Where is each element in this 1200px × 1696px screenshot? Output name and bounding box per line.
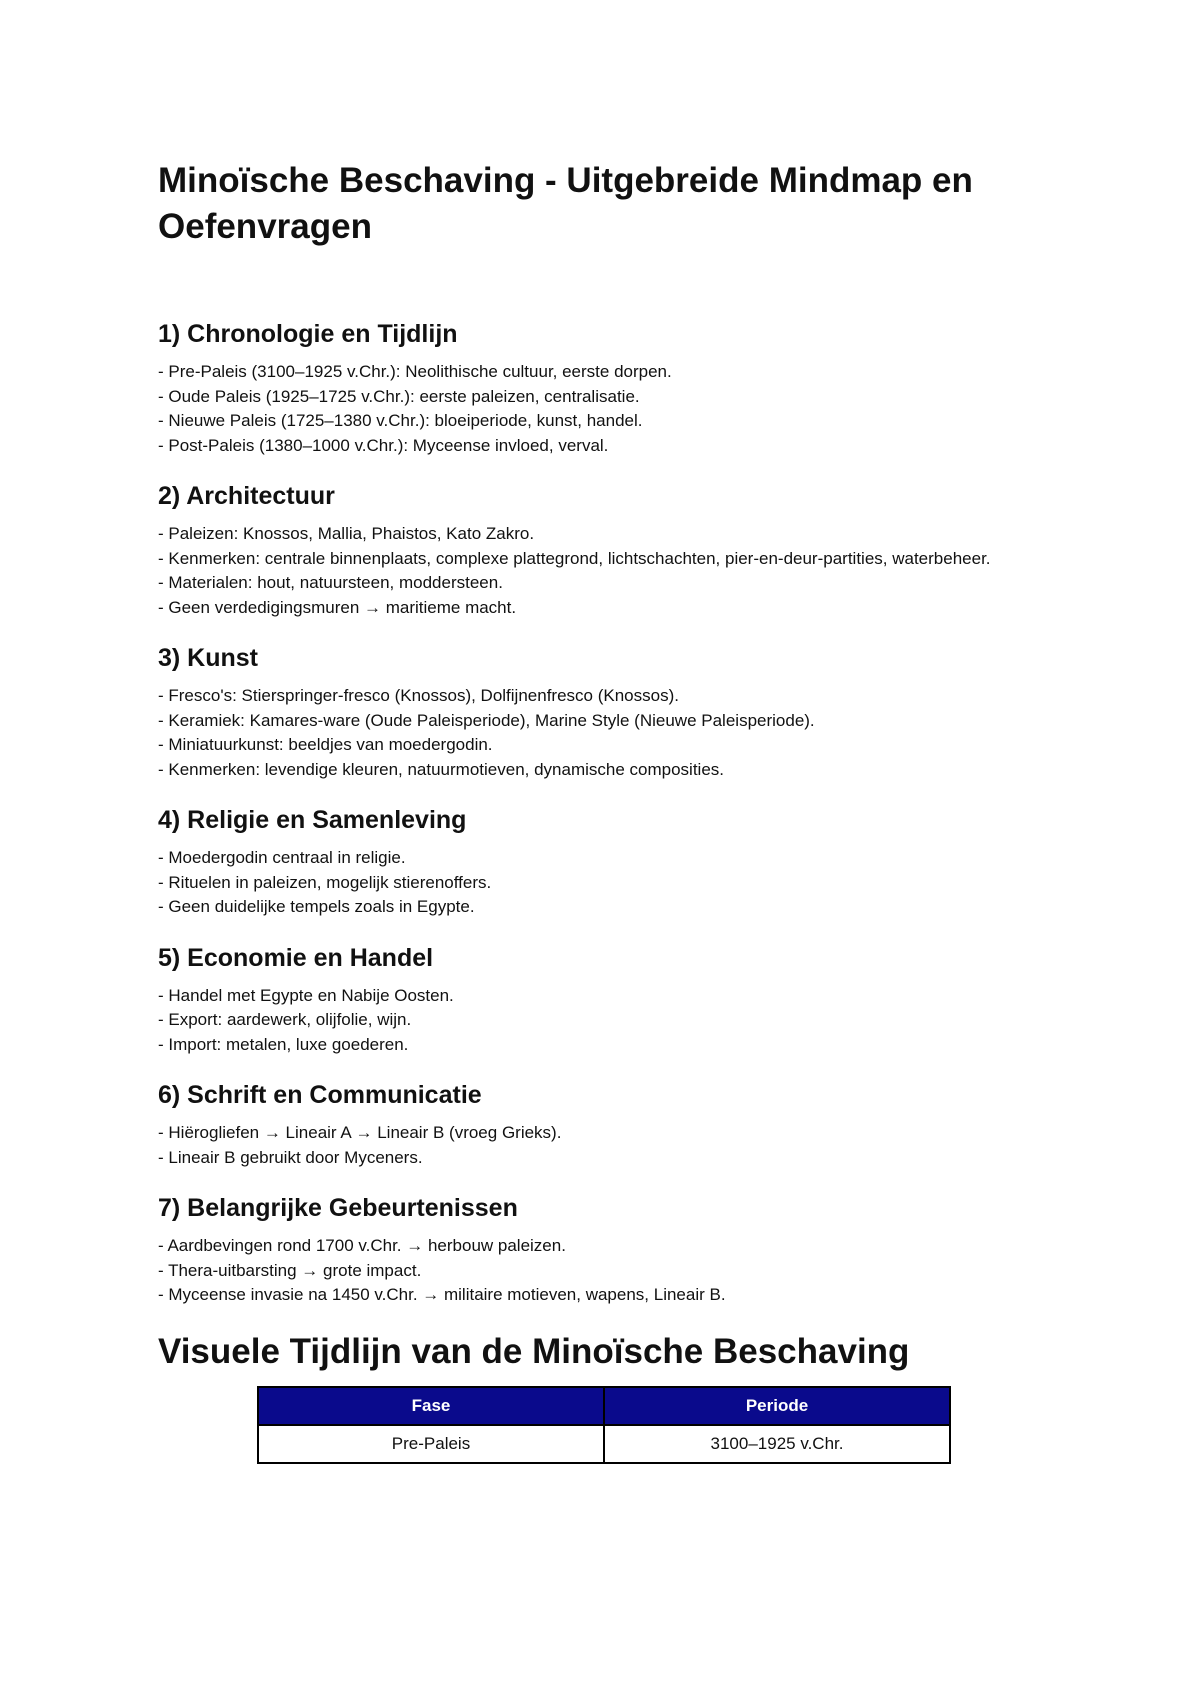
section-heading: 3) Kunst — [158, 644, 258, 672]
timeline-heading: Visuele Tijdlijn van de Minoïsche Beschaving — [158, 1331, 910, 1371]
table-cell-fase: Pre-Paleis — [258, 1425, 604, 1463]
section-line: - Geen verdedigingsmuren → maritieme macht. — [158, 597, 517, 617]
section-line: - Import: metalen, luxe goederen. — [158, 1034, 409, 1054]
section-heading: 4) Religie en Samenleving — [158, 806, 467, 834]
section-line: - Kenmerken: levendige kleuren, natuurmotieven, dynamische composities. — [158, 759, 725, 779]
column-header-periode: Periode — [604, 1387, 950, 1425]
section-line: - Post-Paleis (1380–1000 v.Chr.): Myceense invloed, verval. — [158, 435, 609, 455]
section-line: - Moedergodin centraal in religie. — [158, 848, 406, 867]
section-heading: 6) Schrift en Communicatie — [158, 1081, 482, 1109]
section-heading: 5) Economie en Handel — [158, 943, 434, 972]
section-line: - Keramiek: Kamares-ware (Oude Paleisperiode), Marine Style (Nieuwe Paleisperiode). — [158, 710, 815, 730]
table-header-row — [258, 1387, 950, 1425]
section-line: - Myceense invasie na 1450 v.Chr. → militaire motieven, wapens, Lineair B. — [158, 1285, 726, 1304]
document-page — [158, 158, 1058, 1464]
section-line: - Nieuwe Paleis (1725–1380 v.Chr.): bloeiperiode, kunst, handel. — [158, 411, 643, 430]
section-architectuur — [158, 480, 1058, 620]
section-line: - Paleizen: Knossos, Mallia, Phaistos, Kato Zakro. — [158, 524, 535, 543]
section-line: - Oude Paleis (1925–1725 v.Chr.): eerste paleizen, centralisatie. — [158, 386, 640, 406]
section-line: - Lineair B gebruikt door Myceners. — [158, 1147, 423, 1167]
section-line: - Materialen: hout, natuursteen, moddersteen. — [158, 573, 503, 592]
section-line: - Kenmerken: centrale binnenplaats, complexe plattegrond, lichtschachten, pier-en-deur-partities, waterbeheer. — [158, 548, 991, 568]
document-title: Minoïsche Beschaving - Uitgebreide Mindmap en Oefenvragen — [158, 161, 973, 246]
section-line: - Rituelen in paleizen, mogelijk stierenoffers. — [158, 872, 492, 892]
table-cell-periode: 3100–1925 v.Chr. — [604, 1425, 950, 1463]
column-header-fase: Fase — [258, 1387, 604, 1425]
section-line: - Handel met Egypte en Nabije Oosten. — [158, 985, 454, 1005]
section-heading: 7) Belangrijke Gebeurtenissen — [158, 1194, 518, 1222]
section-line: - Miniatuurkunst: beeldjes van moedergodin. — [158, 735, 493, 754]
section-line: - Thera-uitbarsting → grote impact. — [158, 1260, 422, 1280]
section-chronologie — [158, 318, 1058, 458]
section-heading: 1) Chronologie en Tijdlijn — [158, 320, 458, 348]
section-kunst — [158, 642, 1058, 782]
table-row — [258, 1425, 950, 1463]
section-line: - Aardbevingen rond 1700 v.Chr. → herbouw paleizen. — [158, 1236, 566, 1255]
section-religie — [158, 804, 1058, 920]
section-schrift — [158, 1079, 1058, 1170]
section-gebeurtenissen — [158, 1192, 1058, 1308]
section-economie — [158, 942, 1058, 1058]
section-line: - Fresco's: Stierspringer-fresco (Knossos), Dolfijnenfresco (Knossos). — [158, 686, 679, 705]
section-heading: 2) Architectuur — [158, 482, 335, 510]
section-line: - Pre-Paleis (3100–1925 v.Chr.): Neolithische cultuur, eerste dorpen. — [158, 362, 672, 381]
section-line: - Hiërogliefen → Lineair A → Lineair B (vroeg Grieks). — [158, 1123, 562, 1142]
section-line: - Geen duidelijke tempels zoals in Egypte. — [158, 897, 475, 916]
timeline-table — [257, 1386, 951, 1464]
section-line: - Export: aardewerk, olijfolie, wijn. — [158, 1010, 412, 1029]
